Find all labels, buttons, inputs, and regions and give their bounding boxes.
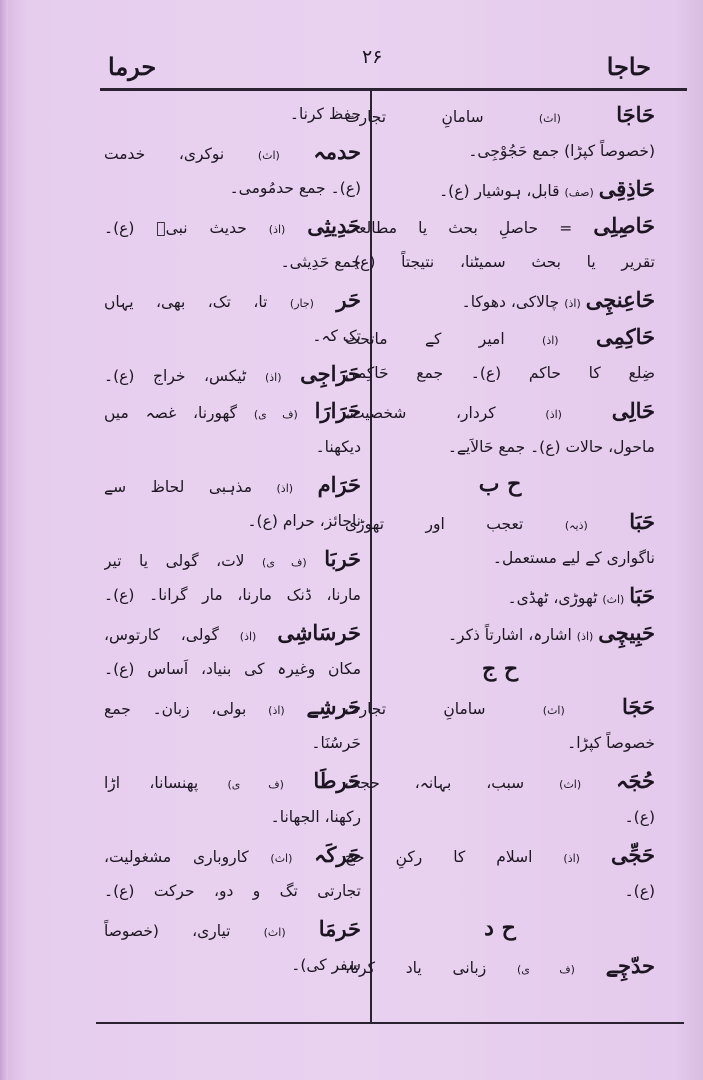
grammar-tag: (ف ی) <box>262 556 307 569</box>
entry-headword: حَجَا <box>622 694 655 719</box>
dictionary-line <box>345 429 655 466</box>
grammar-tag: (اث) <box>538 112 561 125</box>
entry-headword: حَرمَا <box>318 916 361 941</box>
dictionary-line <box>104 96 361 133</box>
grammar-tag: (اذ) <box>276 482 294 495</box>
dictionary-line <box>104 466 361 503</box>
entry-text: تا، تک، بھی، یہاں <box>104 293 268 311</box>
header-first-word: حاجا <box>606 52 651 81</box>
dictionary-line <box>345 244 655 281</box>
entry-text: پھنسانا، اڑا <box>104 774 199 792</box>
dictionary-line <box>104 392 361 429</box>
grammar-tag: (اذ) <box>268 223 286 236</box>
footer-rule <box>96 1022 684 1024</box>
dictionary-line <box>104 799 361 836</box>
entry-text: حفظ کرنا۔ <box>289 105 361 123</box>
dictionary-line <box>345 762 655 799</box>
entry-text: قابل، ہوشیار (ع)۔ <box>439 182 560 200</box>
entry-headword: حدّچِے <box>605 953 655 978</box>
grammar-tag: (ذیہ) <box>564 519 588 532</box>
dictionary-line <box>104 318 361 355</box>
dictionary-line <box>104 577 361 614</box>
grammar-tag: (اذ) <box>563 852 580 865</box>
entry-text: کاروباری مشغولیت، <box>104 848 249 866</box>
dictionary-line <box>104 170 361 207</box>
grammar-tag: (صف) <box>564 186 594 199</box>
entry-text: اسلام کا رکنِ حج <box>345 848 533 866</box>
entry-headword: حَرطَا <box>313 768 361 793</box>
entry-text: مارنا، ڈنک مارنا، مار گرانا۔ (ع)۔ <box>104 586 361 604</box>
dictionary-line <box>345 207 655 244</box>
entry-headword: حَجِّی <box>610 842 655 867</box>
grammar-tag: (اث) <box>602 593 625 606</box>
entry-text: ناگواری کے لیے مستعمل۔ <box>492 549 655 567</box>
entry-text: جمع حَدِیثی۔ <box>280 253 361 271</box>
entry-text: گولی، کارتوس، <box>104 626 219 644</box>
dictionary-line <box>345 355 655 392</box>
grammar-tag: (اذ) <box>542 334 559 347</box>
entry-text: (ع)۔ <box>624 808 655 826</box>
dictionary-line <box>104 244 361 281</box>
section-heading: ح د <box>484 915 516 941</box>
dictionary-line <box>104 836 361 873</box>
entry-headword: حَدِیثِی <box>307 213 361 238</box>
dictionary-line <box>345 540 655 577</box>
dictionary-line <box>104 133 361 170</box>
entry-headword: حَر <box>336 287 361 312</box>
entry-headword: حَبِیچِی <box>598 620 655 645</box>
grammar-tag: (اذ) <box>264 371 282 384</box>
entry-text: ماحول، حالات (ع)۔ جمع حَالاَیے۔ <box>447 438 655 456</box>
entry-headword: حَاذِقِی <box>598 176 655 201</box>
entry-headword: حَرَام <box>317 472 361 497</box>
dictionary-line <box>345 577 655 614</box>
dictionary-line <box>345 725 655 762</box>
dictionary-line <box>345 281 655 318</box>
page-spine-shadow <box>0 0 8 1080</box>
entry-text: تعجب اور تھوڑی <box>345 515 524 533</box>
entry-headword: حَرسَاشِی <box>277 620 361 645</box>
entry-headword: حَربَا <box>324 546 361 571</box>
dictionary-line <box>104 725 361 762</box>
grammar-tag: (ف ی) <box>253 408 298 421</box>
dictionary-line <box>345 170 655 207</box>
entry-text: چالاکی، دھوکا۔ <box>461 293 560 311</box>
dictionary-line <box>345 836 655 873</box>
entry-text: ٹیکس، خراج (ع)۔ <box>104 367 247 385</box>
grammar-tag: (اث) <box>542 704 565 717</box>
dictionary-line <box>345 688 655 725</box>
entry-text: سبب، بہانہ، حجت <box>345 774 525 792</box>
dictionary-line <box>104 688 361 725</box>
header-rule <box>100 88 687 91</box>
entry-text: حَرسُنَا۔ <box>311 734 361 752</box>
entry-headword: حَاصِلِی <box>593 213 655 238</box>
entry-headword: حَرشِے <box>306 694 361 719</box>
dictionary-line <box>104 207 361 244</box>
entry-text: خصوصاً کپڑا۔ <box>567 734 655 752</box>
dictionary-line <box>345 947 655 984</box>
grammar-tag: (اذ) <box>268 704 285 717</box>
entry-headword: حَبَا <box>629 509 655 534</box>
right-column <box>345 96 655 984</box>
grammar-tag: (اذ) <box>576 630 594 643</box>
dictionary-line <box>104 614 361 651</box>
section-heading: ح ج <box>481 656 519 682</box>
grammar-tag: (اث) <box>257 149 280 162</box>
entry-text: دیکھنا۔ <box>315 438 361 456</box>
dictionary-line <box>104 651 361 688</box>
dictionary-line <box>104 910 361 947</box>
entry-headword: حَرکَہ <box>314 842 361 867</box>
dictionary-line <box>345 503 655 540</box>
grammar-tag: (جار) <box>289 297 314 310</box>
entry-text: لات، گولی یا تیر <box>104 552 245 570</box>
entry-text: امیر کے ماتحت <box>345 330 505 348</box>
entry-text: اشارہ، اشارتاً ذکر۔ <box>447 626 572 644</box>
entry-text: کردار، شخصیت، <box>345 404 496 422</box>
entry-text: زبانی یاد کرنا، <box>345 959 487 977</box>
header-last-word: حرما <box>108 52 157 81</box>
entry-text: (خصوصاً کپڑا) جمع حَجُوْجِی۔ <box>468 142 655 160</box>
entry-text: ضِلع کا حاکم (ع)۔ جمع حَاکِمی <box>345 364 655 382</box>
entry-text: تقریر یا بحث سمیٹنا، نتیجتاً (ع)۔ <box>345 253 655 271</box>
dictionary-line <box>104 503 361 540</box>
entry-text: (ع)۔ جمع حدمُومی۔ <box>229 179 361 197</box>
entry-text: ٹھوڑی، ٹھڈی۔ <box>507 589 598 607</box>
entry-text: حدیث نبیؐ (ع)۔ <box>104 219 247 237</box>
entry-text: بولی، زبان۔ جمع <box>104 700 247 718</box>
dictionary-line <box>345 96 655 133</box>
dictionary-line <box>345 873 655 910</box>
entry-text: سامانِ تجارت <box>345 108 484 126</box>
grammar-tag: (ف ی) <box>227 778 284 791</box>
section-heading: ح ب <box>478 471 522 497</box>
grammar-tag: (اذ) <box>239 630 257 643</box>
grammar-tag: (ف ی) <box>516 963 575 976</box>
entry-text: نوکری، خدمت <box>104 145 225 163</box>
entry-text: سفر کی)۔ <box>291 956 361 974</box>
entry-text: تجارتی تگ و دو، حرکت (ع)۔ <box>104 882 361 900</box>
dictionary-line <box>345 614 655 651</box>
grammar-tag: (اث) <box>559 778 582 791</box>
dictionary-line <box>345 392 655 429</box>
entry-text: مکان وغیرہ کی بنیاد، اَساس (ع)۔ <box>104 660 361 678</box>
grammar-tag: (اذ) <box>545 408 562 421</box>
dictionary-line <box>104 873 361 910</box>
dictionary-line <box>345 799 655 836</box>
entry-text: تک کہ۔ <box>312 327 361 345</box>
entry-text: گھورنا، غصہ میں <box>104 404 238 422</box>
entry-headword: حَرَارَا <box>314 398 361 423</box>
entry-text: (ع)۔ <box>624 882 655 900</box>
dictionary-line <box>345 133 655 170</box>
entry-headword: حَالِی <box>611 398 655 423</box>
entry-text: ناجائز، حرام (ع)۔ <box>247 512 361 530</box>
dictionary-line <box>104 281 361 318</box>
entry-headword: حدمہ <box>313 139 361 164</box>
grammar-tag: (اذ) <box>564 297 581 310</box>
entry-text: = حاصلِ بحث یا مطالعہ، <box>345 219 573 237</box>
entry-headword: حَاجَا <box>616 102 655 127</box>
entry-headword: حُجَہ <box>616 768 655 793</box>
entry-text: تیاری، (خصوصاً <box>104 922 231 940</box>
entry-headword: حَبَا <box>629 583 655 608</box>
grammar-tag: (اث) <box>263 926 286 939</box>
entry-text: رکھنا، الجھانا۔ <box>270 808 361 826</box>
dictionary-line <box>345 318 655 355</box>
entry-text: سامانِ تجارت <box>345 700 486 718</box>
dictionary-line <box>104 762 361 799</box>
entry-headword: حَاعِنچِی <box>585 287 655 312</box>
dictionary-line <box>104 429 361 466</box>
entry-headword: حَاکِمِی <box>595 324 655 349</box>
entry-headword: حَرَاجِی <box>300 361 361 386</box>
page-number: ۲۶ <box>362 46 383 68</box>
dictionary-line <box>104 355 361 392</box>
entry-text: مذہبی لحاظ سے <box>104 478 252 496</box>
dictionary-line <box>104 540 361 577</box>
grammar-tag: (اث) <box>270 852 293 865</box>
dictionary-line <box>104 947 361 984</box>
left-column <box>104 96 361 984</box>
